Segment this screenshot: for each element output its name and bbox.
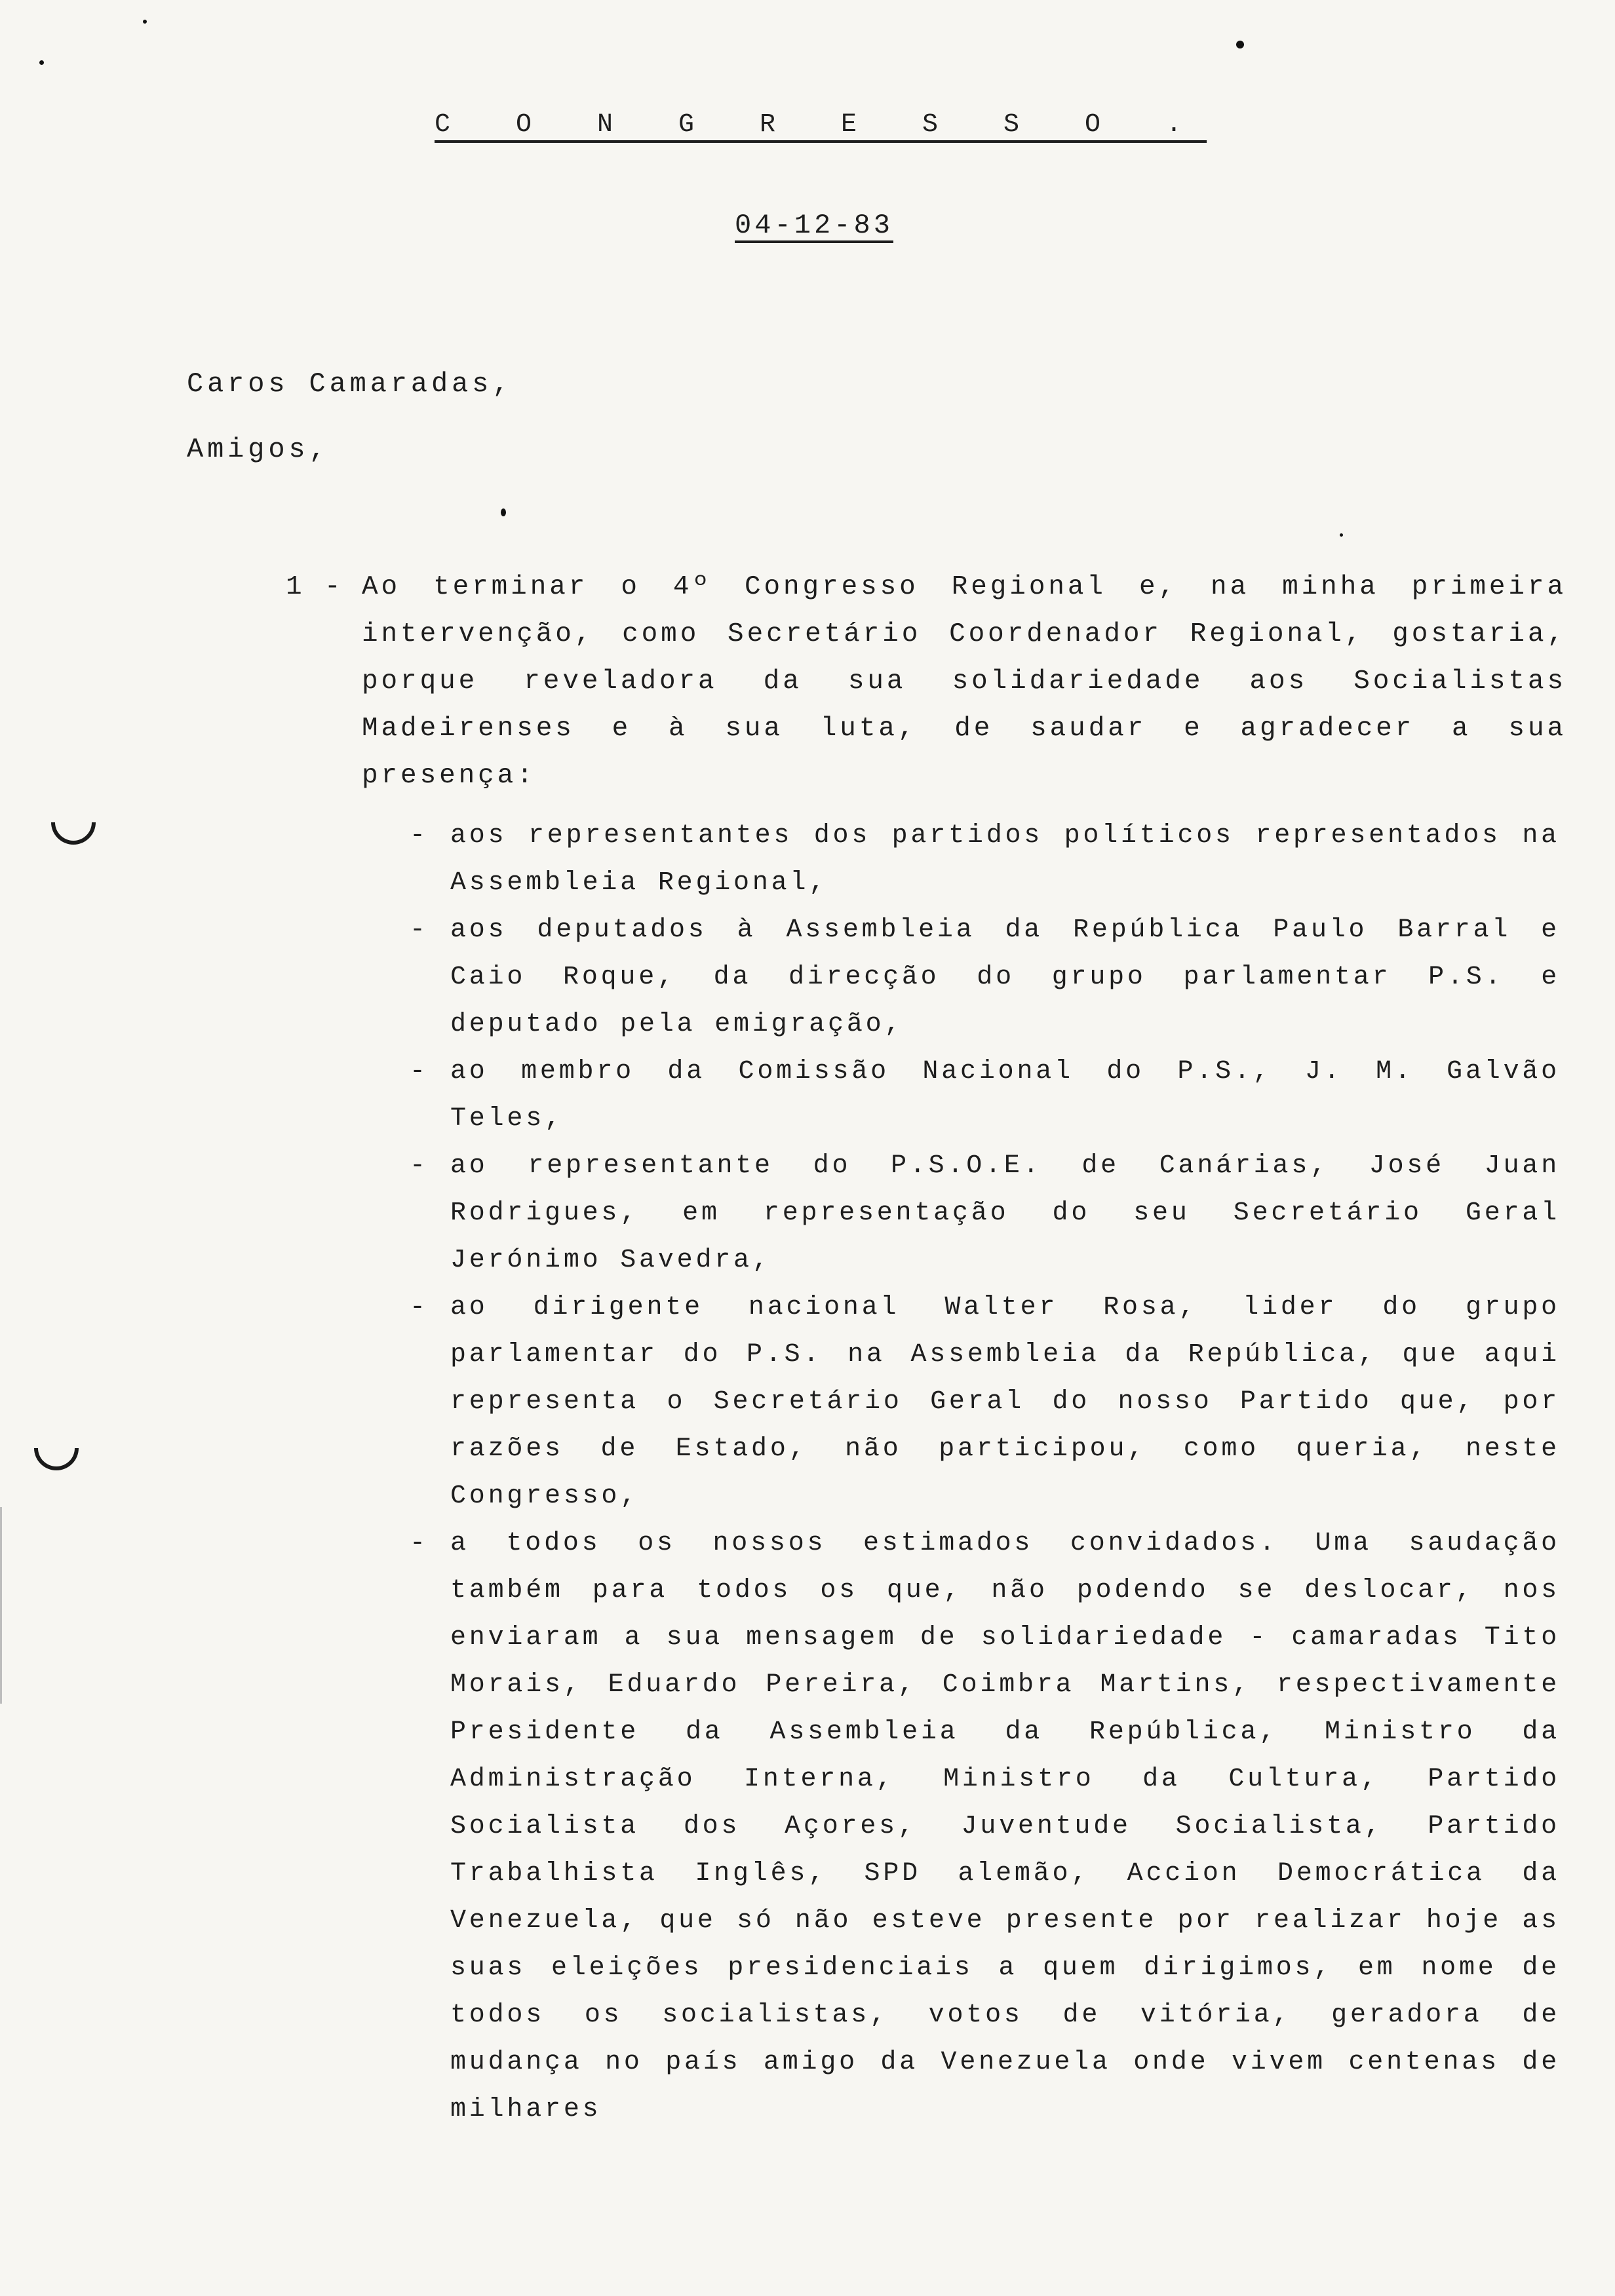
section-number: 1 - xyxy=(286,572,344,602)
punch-hole-mark xyxy=(34,1448,79,1470)
document-title: C O N G R E S S O . xyxy=(434,110,1207,140)
list-item: - aos representantes dos partidos políticos representados na Assembleia Regional, xyxy=(410,813,1560,907)
greeting-list xyxy=(410,813,1560,2133)
scan-speck xyxy=(1340,533,1343,537)
list-item: - ao membro da Comissão Nacional do P.S., J. M. Galvão Teles, xyxy=(410,1048,1560,1143)
scan-speck xyxy=(39,60,44,65)
salutation-friends: Amigos, xyxy=(187,434,330,465)
list-item: - aos deputados à Assembleia da República Paulo Barral e Caio Roque, da direcção do grupo parlamentar P.S. e deputado pela emigração, xyxy=(410,907,1560,1048)
scan-edge-line xyxy=(0,1507,2,1704)
scan-speck xyxy=(501,508,506,516)
list-item: - ao representante do P.S.O.E. de Canárias, José Juan Rodrigues, em representação do seu Secretário Geral Jerónimo Savedra, xyxy=(410,1143,1560,1284)
scan-speck xyxy=(143,20,147,24)
document-date: 04-12-83 xyxy=(735,210,893,241)
scan-speck xyxy=(1236,41,1244,48)
salutation-comrades: Caros Camaradas, xyxy=(187,368,513,400)
paragraph-1 xyxy=(288,564,1566,799)
list-item: - a todos os nossos estimados convidados. Uma saudação também para todos os que, não podendo se deslocar, nos enviaram a sua mensagem de solidariedade - camaradas Tito Morais, Eduardo Pereira, Coimbra Martins, respectivamente Presidente da Assembleia da República, Ministro da Administração Interna, Ministro da Cultura, Partido Socialista dos Açores, Juventude Socialista, Partido Trabalhista Inglês, SPD alemão, Accion Democrática da Venezuela, que só não esteve presente por realizar hoje as suas eleições presidenciais a quem dirigimos, em nome de todos os socialistas, votos de vitória, geradora de mudança no país amigo da Venezuela onde vivem centenas de milhares xyxy=(410,1520,1560,2133)
punch-hole-mark xyxy=(51,822,96,845)
list-item: - ao dirigente nacional Walter Rosa, lider do grupo parlamentar do P.S. na Assembleia da República, que aqui representa o Secretário Geral do nosso Partido que, por razões de Estado, não participou, como queria, neste Congresso, xyxy=(410,1284,1560,1520)
paragraph-1-text: Ao terminar o 4º Congresso Regional e, na minha primeira intervenção, como Secretário Coordenador Regional, gostaria, porque reveladora da sua solidariedade aos Socialistas Madeirenses e à sua luta, de saudar e agradecer a sua presença: xyxy=(362,572,1566,791)
